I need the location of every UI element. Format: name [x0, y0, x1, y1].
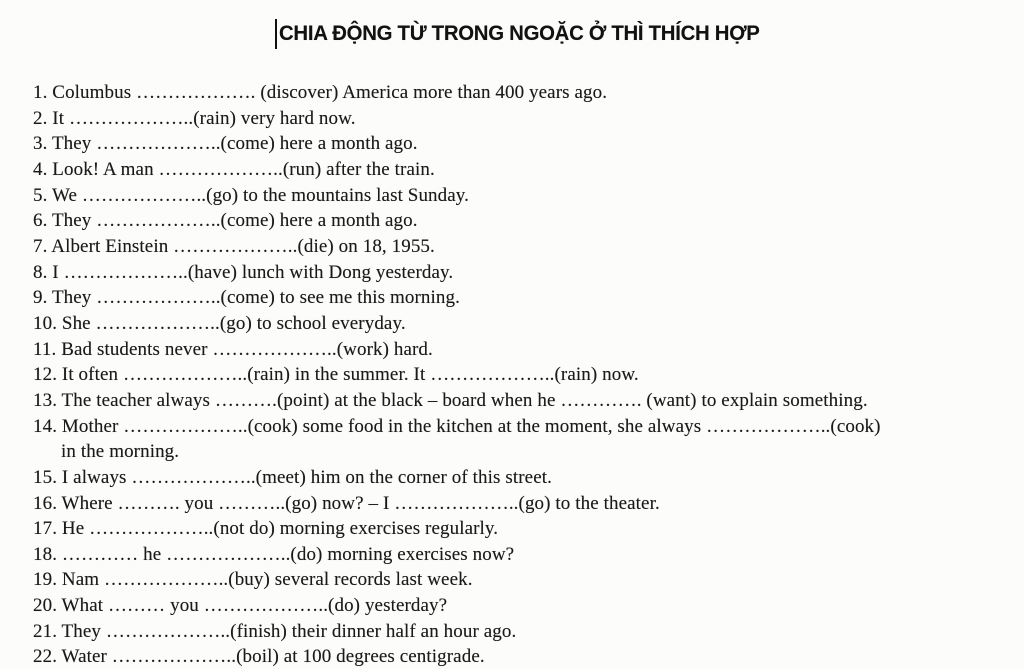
- exercise-item-7: 7. Albert Einstein ………………..(die) on 18, 1955.: [33, 235, 435, 257]
- exercise-item-20: 20. What ……… you ………………..(do) yesterday?: [33, 595, 448, 617]
- exercise-item-4: 4. Look! A man ………………..(run) after the train.: [33, 158, 435, 180]
- exercise-item-2: 2. It ………………..(rain) very hard now.: [33, 107, 356, 129]
- exercise-item-12: 12. It often ………………..(rain) in the summer. It ………………..(rain) now.: [33, 364, 639, 386]
- title-row: [33, 18, 1016, 50]
- exercise-item-15: 15. I always ………………..(meet) him on the corner of this street.: [33, 466, 552, 488]
- exercise-item-3: 3. They ………………..(come) here a month ago.: [33, 133, 418, 155]
- exercise-item-19: 19. Nam ………………..(buy) several records last week.: [33, 569, 473, 591]
- exercise-item-14-continuation: in the morning.: [61, 441, 180, 463]
- exercise-list: [33, 80, 1023, 669]
- exercise-item-17: 17. He ………………..(not do) morning exercises regularly.: [33, 518, 499, 540]
- exercise-item-11: 11. Bad students never ………………..(work) hard.: [33, 338, 433, 360]
- exercise-item-16: 16. Where ………. you ………..(go) now? – I ………………..(go) to the theater.: [33, 492, 660, 514]
- exercise-item-6: 6. They ………………..(come) here a month ago.: [33, 210, 418, 232]
- exercise-item-18: 18. ………… he ………………..(do) morning exercises now?: [33, 543, 515, 565]
- exercise-item-10: 10. She ………………..(go) to school everyday.: [33, 312, 406, 334]
- exercise-item-21: 21. They ………………..(finish) their dinner half an hour ago.: [33, 620, 517, 642]
- exercise-item-1: 1. Columbus ………………. (discover) America more than 400 years ago.: [33, 82, 608, 103]
- worksheet-title: CHIA ĐỘNG TỪ TRONG NGOẶC Ở THÌ THÍCH HỢP: [278, 22, 760, 45]
- exercise-item-9: 9. They ………………..(come) to see me this morning.: [33, 287, 460, 309]
- exercise-item-5: 5. We ………………..(go) to the mountains last Sunday.: [33, 184, 470, 206]
- exercise-item-14: 14. Mother ………………..(cook) some food in the kitchen at the moment, she always ………………..(cook): [33, 415, 881, 437]
- exercise-item-8: 8. I ………………..(have) lunch with Dong yesterday.: [33, 261, 454, 283]
- exercise-item-13: 13. The teacher always ……….(point) at the black – board when he …………. (want) to explain something.: [33, 389, 868, 411]
- exercise-item-22: 22. Water ………………..(boil) at 100 degrees centigrade.: [33, 646, 485, 668]
- text-cursor-icon: [275, 19, 277, 49]
